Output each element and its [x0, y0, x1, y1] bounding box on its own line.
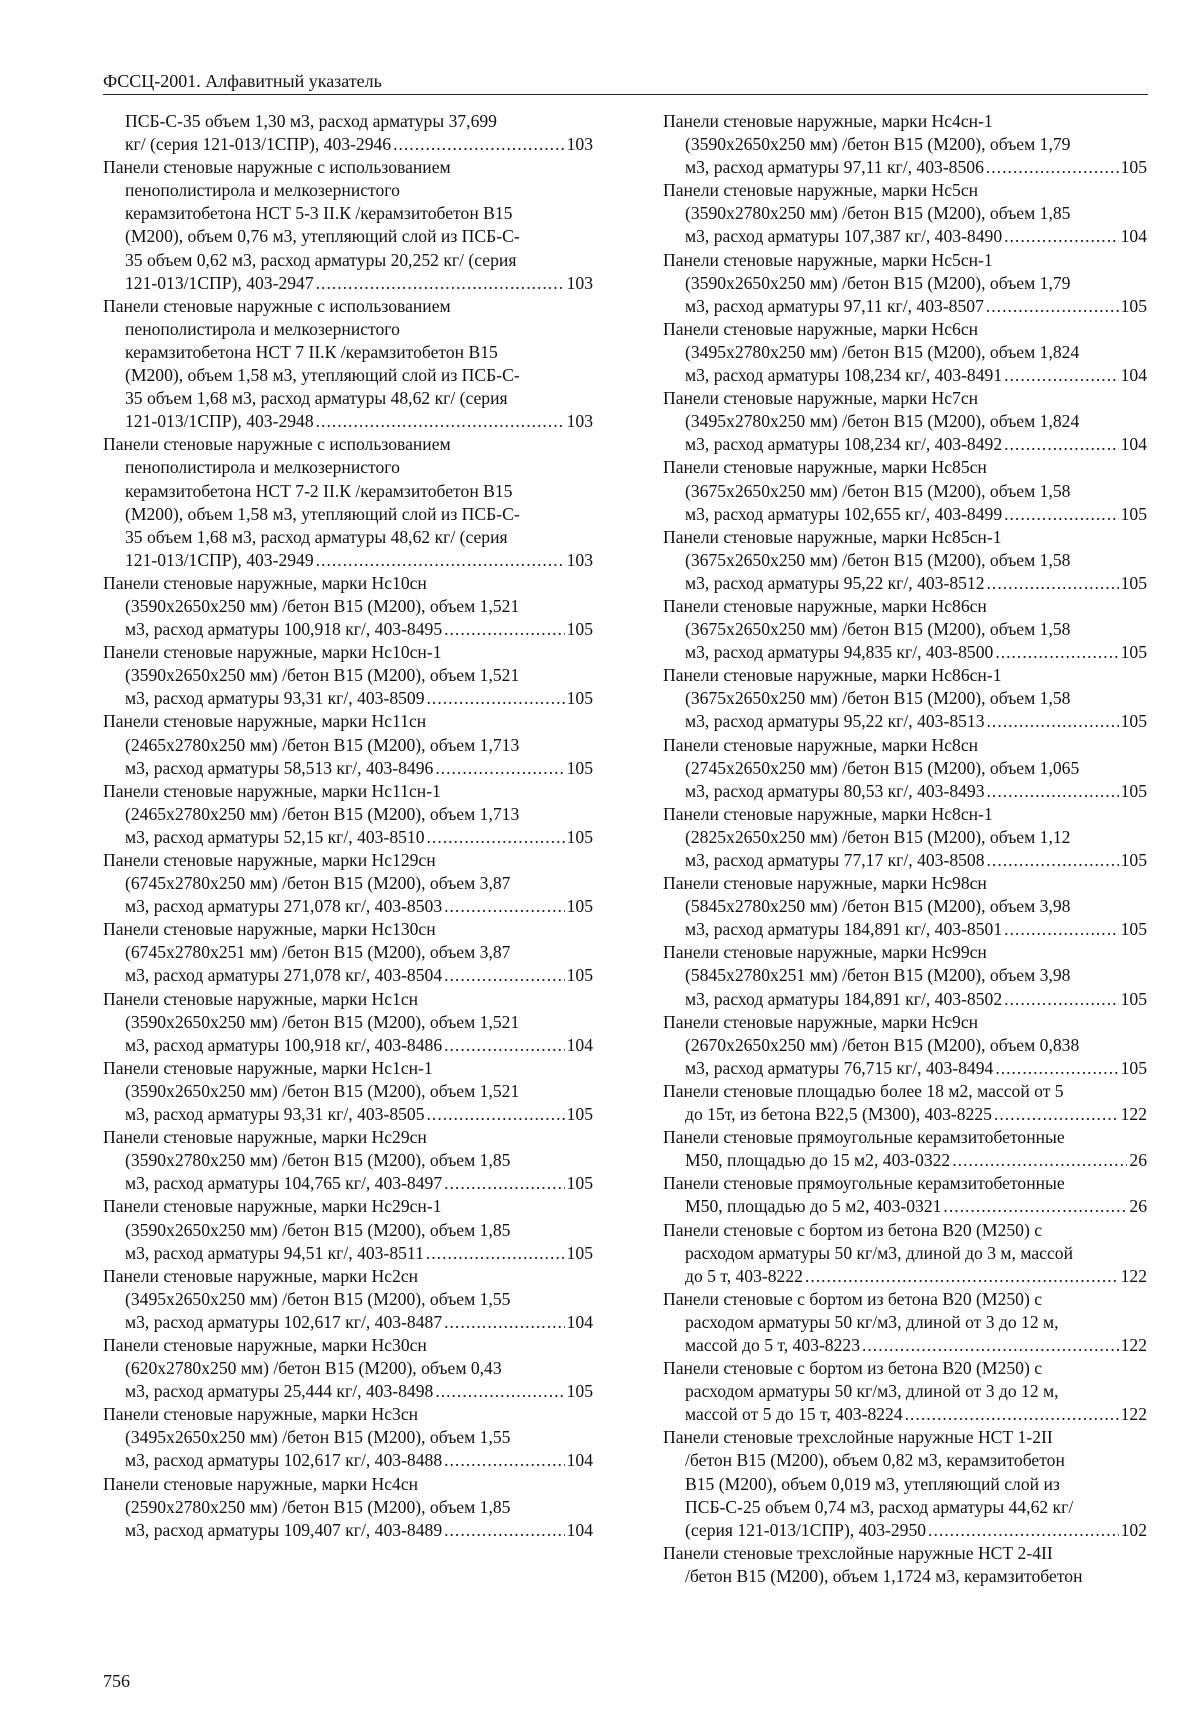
- entry-last-line: [103, 272, 593, 295]
- entry-text-line: керамзитобетона НСТ 7 II.К /керамзитобетон В15: [125, 341, 498, 362]
- entry-page-ref: 105: [1120, 988, 1147, 1009]
- dot-leader: [1004, 364, 1118, 387]
- entry-title-line: Панели стеновые наружные, марки Нс11сн: [103, 711, 427, 732]
- entry-text-line: 35 объем 1,68 м3, расход арматуры 48,62 кг/ (серия: [125, 388, 508, 409]
- entry-code: 121-013/1СПР), 403-2947: [125, 272, 314, 293]
- entry-last-line: [103, 895, 593, 918]
- entry-last-line: [663, 225, 1147, 248]
- entry-page-ref: 26: [1129, 1196, 1147, 1217]
- entry-code: м3, расход арматуры 102,617 кг/, 403-8488: [125, 1450, 443, 1471]
- index-entry: [103, 641, 593, 710]
- index-entry: [663, 1172, 1147, 1218]
- dot-leader: [444, 964, 564, 987]
- entry-text-line: керамзитобетона НСТ 5-3 II.К /керамзитобетон В15: [125, 203, 513, 224]
- entry-title-line: Панели стеновые наружные, марки Нс6сн: [663, 318, 979, 339]
- index-entry: [663, 526, 1147, 595]
- entry-last-line: [663, 988, 1147, 1011]
- entry-code: до 15т, из бетона В22,5 (М300), 403-8225: [685, 1104, 992, 1125]
- entry-code: м3, расход арматуры 108,234 кг/, 403-8491: [685, 365, 1003, 386]
- index-entry: [663, 387, 1147, 456]
- entry-code: м3, расход арматуры 58,513 кг/, 403-8496: [125, 757, 434, 778]
- entry-code: м3, расход арматуры 107,387 кг/, 403-8490: [685, 226, 1003, 247]
- entry-title-line: Панели стеновые наружные, марки Нс3сн: [103, 1404, 419, 1425]
- index-entry: [103, 780, 593, 849]
- entry-last-line: [103, 826, 593, 849]
- entry-last-line: [103, 618, 593, 641]
- entry-code: м3, расход арматуры 100,918 кг/, 403-8486: [125, 1034, 443, 1055]
- index-entry: [663, 249, 1147, 318]
- entry-page-ref: 105: [566, 896, 593, 917]
- entry-text-line: (3590х2780х250 мм) /бетон В15 (М200), объем 1,85: [685, 203, 1071, 224]
- entry-title-line: Панели стеновые прямоугольные керамзитобетонные: [663, 1173, 1065, 1194]
- entry-last-line: [663, 433, 1147, 456]
- index-entry: [103, 849, 593, 918]
- dot-leader: [995, 1057, 1118, 1080]
- index-entry: [103, 1057, 593, 1126]
- entry-page-ref: 105: [566, 757, 593, 778]
- index-entry: [103, 918, 593, 987]
- entry-text-line: (М200), объем 0,76 м3, утепляющий слой из ПСБ-С-: [125, 226, 520, 247]
- entry-title-line: Панели стеновые трехслойные наружные НСТ 1-2II: [663, 1427, 1053, 1448]
- index-entry: [103, 1265, 593, 1334]
- entry-code: м3, расход арматуры 93,31 кг/, 403-8505: [125, 1104, 425, 1125]
- entry-title-line: Панели стеновые наружные, марки Нс9сн: [663, 1011, 979, 1032]
- index-entry: [103, 1334, 593, 1403]
- entry-code: м3, расход арматуры 102,655 кг/, 403-8499: [685, 503, 1003, 524]
- entry-text-line: (3675х2650х250 мм) /бетон В15 (М200), объем 1,58: [685, 619, 1071, 640]
- entry-text-line: (3675х2650х250 мм) /бетон В15 (М200), объем 1,58: [685, 688, 1071, 709]
- entry-text-line: (3590х2650х250 мм) /бетон В15 (М200), объем 1,79: [685, 272, 1071, 293]
- dot-leader: [994, 1103, 1119, 1126]
- entry-code: м3, расход арматуры 109,407 кг/, 403-8489: [125, 1519, 443, 1540]
- entry-title-line: Панели стеновые наружные с использованием: [103, 157, 451, 178]
- entry-text-line: (3675х2650х250 мм) /бетон В15 (М200), объем 1,58: [685, 549, 1071, 570]
- entry-title-line: Панели стеновые наружные, марки Нс8сн: [663, 734, 979, 755]
- entry-code: до 5 т, 403-8222: [685, 1265, 803, 1286]
- entry-last-line: [663, 1057, 1147, 1080]
- dot-leader: [1004, 225, 1118, 248]
- entry-last-line: [103, 687, 593, 710]
- entry-title-line: Панели стеновые наружные, марки Нс2сн: [103, 1265, 419, 1286]
- dot-leader: [1004, 433, 1118, 456]
- entry-last-line: [663, 1149, 1147, 1172]
- entry-title-line: Панели стеновые наружные, марки Нс5сн-1: [663, 249, 993, 270]
- entry-title-line: Панели стеновые наружные, марки Нс85сн: [663, 457, 987, 478]
- entry-title-line: Панели стеновые наружные, марки Нс129сн: [103, 850, 436, 870]
- index-entry: [663, 1426, 1147, 1541]
- entry-last-line: [663, 295, 1147, 318]
- entry-title-line: Панели стеновые наружные, марки Нс10сн-1: [103, 642, 442, 663]
- page-footer: [103, 1670, 130, 1692]
- entry-page-ref: 105: [566, 1104, 593, 1125]
- entry-title-line: Панели стеновые наружные, марки Нс86сн-1: [663, 665, 1002, 686]
- entry-last-line: [663, 156, 1147, 179]
- dot-leader: [805, 1265, 1119, 1288]
- index-entry: [663, 1011, 1147, 1080]
- entry-page-ref: 104: [566, 1450, 593, 1471]
- entry-page-ref: 105: [566, 826, 593, 847]
- entry-text-line: пенополистирола и мелкозернистого: [125, 318, 400, 339]
- index-entry: [103, 433, 593, 572]
- dot-leader: [427, 687, 565, 710]
- entry-title-line: Панели стеновые наружные, марки Нс5сн: [663, 180, 979, 201]
- entry-text-line: (6745х2780х250 мм) /бетон В15 (М200), объем 3,87: [125, 873, 511, 894]
- entry-last-line: [663, 1519, 1147, 1542]
- entry-code: м3, расход арматуры 104,765 кг/, 403-8497: [125, 1173, 443, 1194]
- entry-page-ref: 105: [1120, 1057, 1147, 1078]
- entry-page-ref: 105: [1120, 919, 1147, 940]
- entry-text-line: (2465х2780х250 мм) /бетон В15 (М200), объем 1,713: [125, 734, 520, 755]
- entry-text-line: (М200), объем 1,58 м3, утепляющий слой из ПСБ-С-: [125, 503, 520, 524]
- index-column-right: [663, 110, 1147, 1588]
- entry-text-line: 35 объем 0,62 м3, расход арматуры 20,252 кг/ (серия: [125, 249, 517, 270]
- entry-last-line: [103, 549, 593, 572]
- dot-leader: [1004, 503, 1118, 526]
- entry-text-line: пенополистирола и мелкозернистого: [125, 180, 400, 201]
- entry-code: м3, расход арматуры 97,11 кг/, 403-8507: [685, 295, 984, 316]
- entry-text-line: 35 объем 1,68 м3, расход арматуры 48,62 кг/ (серия: [125, 526, 508, 547]
- entry-text-line: (3495х2780х250 мм) /бетон В15 (М200), объем 1,824: [685, 341, 1080, 362]
- entry-title-line: Панели стеновые наружные с использованием: [103, 295, 451, 316]
- index-entry: [103, 1403, 593, 1472]
- dot-leader: [427, 1103, 565, 1126]
- entry-text-line: /бетон В15 (М200), объем 1,1724 м3, керамзитобетон: [685, 1565, 1083, 1586]
- entry-last-line: [103, 1103, 593, 1126]
- entry-text-line: (3590х2650х250 мм) /бетон В15 (М200), объем 1,521: [125, 1080, 520, 1101]
- entry-text-line: расходом арматуры 50 кг/м3, длиной от 3 до 12 м,: [685, 1381, 1059, 1402]
- index-entry: [103, 110, 593, 156]
- entry-last-line: [103, 1519, 593, 1542]
- index-entry: [663, 941, 1147, 1010]
- index-entry: [663, 179, 1147, 248]
- index-entry: [663, 872, 1147, 941]
- entry-text-line: (3675х2650х250 мм) /бетон В15 (М200), объем 1,58: [685, 480, 1071, 501]
- entry-title-line: Панели стеновые наружные, марки Нс29сн: [103, 1127, 427, 1148]
- entry-code: М50, площадью до 5 м2, 403-0321: [685, 1196, 942, 1217]
- entry-code: м3, расход арматуры 184,891 кг/, 403-8501: [685, 919, 1003, 940]
- entry-last-line: [663, 572, 1147, 595]
- entry-text-line: (2825х2650х250 мм) /бетон В15 (М200), объем 1,12: [685, 826, 1071, 847]
- dot-leader: [444, 1172, 564, 1195]
- entry-code: массой до 5 т, 403-8223: [685, 1334, 860, 1355]
- entry-last-line: [663, 1403, 1147, 1426]
- entry-title-line: Панели стеновые площадью более 18 м2, массой от 5: [663, 1080, 1064, 1101]
- entry-text-line: (М200), объем 1,58 м3, утепляющий слой из ПСБ-С-: [125, 365, 520, 386]
- entry-title-line: Панели стеновые наружные, марки Нс86сн: [663, 595, 987, 616]
- entry-page-ref: 103: [566, 411, 593, 432]
- dot-leader: [905, 1403, 1119, 1426]
- dot-leader: [316, 549, 565, 572]
- entry-last-line: [103, 1034, 593, 1057]
- index-entry: [103, 1126, 593, 1195]
- entry-page-ref: 104: [1120, 226, 1147, 247]
- entry-text-line: расходом арматуры 50 кг/м3, длиной до 3 м, массой: [685, 1242, 1073, 1263]
- entry-code: м3, расход арматуры 93,31 кг/, 403-8509: [125, 688, 425, 709]
- entry-title-line: Панели стеновые прямоугольные керамзитобетонные: [663, 1127, 1065, 1148]
- dot-leader: [987, 780, 1119, 803]
- entry-title-line: Панели стеновые наружные с использованием: [103, 434, 451, 455]
- entry-last-line: [663, 918, 1147, 941]
- entry-page-ref: 105: [1120, 780, 1147, 801]
- entry-page-ref: 122: [1120, 1334, 1147, 1355]
- entry-last-line: [103, 1172, 593, 1195]
- entry-title-line: Панели стеновые наружные, марки Нс1сн: [103, 988, 419, 1009]
- entry-text-line: (5845х2780х251 мм) /бетон В15 (М200), объем 3,98: [685, 965, 1071, 986]
- entry-last-line: [663, 641, 1147, 664]
- entry-page-ref: 105: [1120, 850, 1147, 870]
- index-entry: [103, 988, 593, 1057]
- entry-text-line: (2670х2650х250 мм) /бетон В15 (М200), объем 0,838: [685, 1034, 1080, 1055]
- entry-text-line: (3590х2650х250 мм) /бетон В15 (М200), объем 1,521: [125, 595, 520, 616]
- dot-leader: [444, 895, 564, 918]
- entry-text-line: /бетон В15 (М200), объем 0,82 м3, керамзитобетон: [685, 1450, 1065, 1471]
- entry-title-line: Панели стеновые наружные, марки Нс29сн-1: [103, 1196, 442, 1217]
- index-entry: [663, 1357, 1147, 1426]
- entry-last-line: [663, 503, 1147, 526]
- dot-leader: [427, 826, 565, 849]
- index-entry: [663, 110, 1147, 179]
- dot-leader: [444, 618, 564, 641]
- entry-last-line: [663, 1265, 1147, 1288]
- entry-code: м3, расход арматуры 95,22 кг/, 403-8513: [685, 711, 985, 732]
- entry-page-ref: 105: [566, 1242, 593, 1263]
- entry-last-line: [663, 1103, 1147, 1126]
- entry-text-line: (3590х2780х250 мм) /бетон В15 (М200), объем 1,85: [125, 1150, 511, 1171]
- dot-leader: [444, 1034, 564, 1057]
- entry-last-line: [663, 364, 1147, 387]
- entry-code: м3, расход арматуры 97,11 кг/, 403-8506: [685, 157, 984, 178]
- entry-code: м3, расход арматуры 94,51 кг/, 403-8511: [125, 1242, 424, 1263]
- page-number: 756: [103, 1671, 130, 1691]
- entry-title-line: Панели стеновые наружные, марки Нс10сн: [103, 572, 427, 593]
- entry-code: м3, расход арматуры 52,15 кг/, 403-8510: [125, 826, 425, 847]
- entry-text-line: (2465х2780х250 мм) /бетон В15 (М200), объем 1,713: [125, 803, 520, 824]
- entry-text-line: (3590х2650х250 мм) /бетон В15 (М200), объем 1,521: [125, 665, 520, 686]
- entry-title-line: Панели стеновые трехслойные наружные НСТ 2-4II: [663, 1542, 1053, 1563]
- entry-text-line: (6745х2780х251 мм) /бетон В15 (М200), объем 3,87: [125, 942, 511, 963]
- entry-page-ref: 104: [566, 1311, 593, 1332]
- entry-page-ref: 122: [1120, 1265, 1147, 1286]
- index-entry: [663, 456, 1147, 525]
- entry-last-line: [103, 964, 593, 987]
- entry-title-line: Панели стеновые наружные, марки Нс11сн-1: [103, 780, 441, 801]
- index-entry: [663, 1080, 1147, 1126]
- index-entry: [663, 803, 1147, 872]
- entry-code: 121-013/1СПР), 403-2948: [125, 411, 314, 432]
- entry-page-ref: 105: [1120, 295, 1147, 316]
- index-entry: [103, 295, 593, 434]
- entry-code: м3, расход арматуры 25,444 кг/, 403-8498: [125, 1381, 434, 1402]
- entry-text-line: (2745х2650х250 мм) /бетон В15 (М200), объем 1,065: [685, 757, 1080, 778]
- index-entry: [103, 1195, 593, 1264]
- page-header: [103, 70, 1148, 95]
- dot-leader: [393, 133, 565, 156]
- index-entry: [663, 734, 1147, 803]
- entry-last-line: [103, 410, 593, 433]
- entry-title-line: Панели стеновые с бортом из бетона В20 (М250) с: [663, 1219, 1043, 1240]
- entry-page-ref: 103: [566, 549, 593, 570]
- entry-text-line: (5845х2780х250 мм) /бетон В15 (М200), объем 3,98: [685, 896, 1071, 917]
- index-entry: [663, 1542, 1147, 1588]
- dot-leader: [986, 295, 1119, 318]
- entry-title-line: Панели стеновые наружные, марки Нс4сн-1: [663, 111, 993, 131]
- entry-code: м3, расход арматуры 271,078 кг/, 403-8503: [125, 896, 443, 917]
- index-entry: [663, 318, 1147, 387]
- entry-page-ref: 105: [566, 1381, 593, 1402]
- entry-last-line: [103, 133, 593, 156]
- entry-last-line: [103, 1380, 593, 1403]
- entry-page-ref: 102: [1120, 1519, 1147, 1540]
- entry-title-line: Панели стеновые наружные, марки Нс8сн-1: [663, 803, 993, 824]
- entry-title-line: Панели стеновые с бортом из бетона В20 (М250) с: [663, 1358, 1043, 1379]
- dot-leader: [987, 849, 1119, 872]
- dot-leader: [987, 710, 1119, 733]
- dot-leader: [862, 1334, 1119, 1357]
- dot-leader: [943, 1195, 1127, 1218]
- entry-last-line: [663, 1334, 1147, 1357]
- dot-leader: [1004, 918, 1118, 941]
- entry-code: М50, площадью до 15 м2, 403-0322: [685, 1150, 951, 1171]
- entry-text-line: (3495х2650х250 мм) /бетон В15 (М200), объем 1,55: [125, 1288, 511, 1309]
- entry-text-line: пенополистирола и мелкозернистого: [125, 457, 400, 478]
- entry-page-ref: 103: [566, 272, 593, 293]
- entry-title-line: Панели стеновые наружные, марки Нс99сн: [663, 942, 987, 963]
- entry-text-line: ПСБ-С-25 объем 0,74 м3, расход арматуры 44,62 кг/: [685, 1496, 1074, 1517]
- entry-code: м3, расход арматуры 80,53 кг/, 403-8493: [685, 780, 985, 801]
- entry-last-line: [103, 1311, 593, 1334]
- entry-page-ref: 105: [1120, 503, 1147, 524]
- entry-title-line: Панели стеновые наружные, марки Нс30сн: [103, 1334, 427, 1355]
- index-entry: [103, 572, 593, 641]
- dot-leader: [928, 1519, 1119, 1542]
- entry-code: кг/ (серия 121-013/1СПР), 403-2946: [125, 134, 392, 155]
- index-entry: [663, 1288, 1147, 1357]
- entry-code: м3, расход арматуры 102,617 кг/, 403-8487: [125, 1311, 443, 1332]
- entry-title-line: Панели стеновые наружные, марки Нс130сн: [103, 919, 436, 940]
- entry-page-ref: 104: [1120, 434, 1147, 455]
- header-title: ФССЦ-2001. Алфавитный указатель: [103, 71, 382, 91]
- entry-last-line: [663, 710, 1147, 733]
- index-entry: [663, 1219, 1147, 1288]
- entry-code: массой от 5 до 15 т, 403-8224: [685, 1404, 903, 1425]
- index-entry: [103, 156, 593, 295]
- entry-page-ref: 105: [566, 688, 593, 709]
- entry-last-line: [103, 757, 593, 780]
- entry-text-line: (3495х2650х250 мм) /бетон В15 (М200), объем 1,55: [125, 1427, 511, 1448]
- entry-code: м3, расход арматуры 184,891 кг/, 403-8502: [685, 988, 1003, 1009]
- index-entry: [663, 664, 1147, 733]
- entry-text-line: керамзитобетона НСТ 7-2 II.К /керамзитобетон В15: [125, 480, 513, 501]
- dot-leader: [444, 1311, 564, 1334]
- entry-page-ref: 104: [566, 1034, 593, 1055]
- entry-title-line: Панели стеновые с бортом из бетона В20 (М250) с: [663, 1288, 1043, 1309]
- entry-text-line: расходом арматуры 50 кг/м3, длиной от 3 до 12 м,: [685, 1311, 1059, 1332]
- entry-code: м3, расход арматуры 95,22 кг/, 403-8512: [685, 572, 985, 593]
- entry-title-line: ПСБ-С-35 объем 1,30 м3, расход арматуры 37,699: [125, 111, 497, 131]
- entry-text-line: (3590х2650х250 мм) /бетон В15 (М200), объем 1,79: [685, 134, 1071, 155]
- entry-text-line: (620х2780х250 мм) /бетон В15 (М200), объем 0,43: [125, 1358, 502, 1379]
- entry-page-ref: 105: [566, 965, 593, 986]
- entry-code: м3, расход арматуры 108,234 кг/, 403-8492: [685, 434, 1003, 455]
- entry-page-ref: 105: [1120, 157, 1147, 178]
- entry-code: м3, расход арматуры 271,078 кг/, 403-8504: [125, 965, 443, 986]
- entry-title-line: Панели стеновые наружные, марки Нс4сн: [103, 1473, 419, 1494]
- entry-page-ref: 122: [1120, 1104, 1147, 1125]
- entry-code: 121-013/1СПР), 403-2949: [125, 549, 314, 570]
- entry-last-line: [663, 780, 1147, 803]
- entry-last-line: [663, 1195, 1147, 1218]
- entry-page-ref: 105: [566, 619, 593, 640]
- entry-text-line: В15 (М200), объем 0,019 м3, утепляющий слой из: [685, 1473, 1060, 1494]
- index-entry: [103, 710, 593, 779]
- dot-leader: [435, 757, 564, 780]
- index-entry: [663, 1126, 1147, 1172]
- entry-page-ref: 104: [1120, 365, 1147, 386]
- dot-leader: [435, 1380, 564, 1403]
- entry-last-line: [103, 1449, 593, 1472]
- dot-leader: [316, 272, 565, 295]
- entry-text-line: (3495х2780х250 мм) /бетон В15 (М200), объем 1,824: [685, 411, 1080, 432]
- dot-leader: [444, 1519, 564, 1542]
- dot-leader: [995, 641, 1118, 664]
- entry-page-ref: 104: [566, 1519, 593, 1540]
- entry-code: м3, расход арматуры 94,835 кг/, 403-8500: [685, 642, 994, 663]
- entry-page-ref: 26: [1129, 1150, 1147, 1171]
- index-entry: [103, 1473, 593, 1542]
- entry-code: м3, расход арматуры 77,17 кг/, 403-8508: [685, 850, 985, 870]
- entry-title-line: Панели стеновые наружные, марки Нс98сн: [663, 873, 987, 894]
- entry-title-line: Панели стеновые наружные, марки Нс7сн: [663, 388, 979, 409]
- entry-code: м3, расход арматуры 76,715 кг/, 403-8494: [685, 1057, 994, 1078]
- entry-code: (серия 121-013/1СПР), 403-2950: [685, 1519, 927, 1540]
- index-column-left: [103, 110, 593, 1542]
- entry-title-line: Панели стеновые наружные, марки Нс85сн-1: [663, 526, 1002, 547]
- entry-text-line: (2590х2780х250 мм) /бетон В15 (М200), объем 1,85: [125, 1496, 511, 1517]
- dot-leader: [444, 1449, 564, 1472]
- dot-leader: [952, 1149, 1127, 1172]
- entry-title-line: Панели стеновые наружные, марки Нс1сн-1: [103, 1057, 433, 1078]
- dot-leader: [316, 410, 565, 433]
- entry-page-ref: 105: [1120, 711, 1147, 732]
- entry-page-ref: 103: [566, 134, 593, 155]
- entry-text-line: (3590х2650х250 мм) /бетон В15 (М200), объем 1,521: [125, 1011, 520, 1032]
- entry-page-ref: 105: [1120, 642, 1147, 663]
- dot-leader: [1004, 988, 1118, 1011]
- dot-leader: [987, 572, 1119, 595]
- entry-page-ref: 105: [1120, 572, 1147, 593]
- entry-page-ref: 122: [1120, 1404, 1147, 1425]
- dot-leader: [986, 156, 1119, 179]
- entry-code: м3, расход арматуры 100,918 кг/, 403-8495: [125, 619, 443, 640]
- index-entry: [663, 595, 1147, 664]
- entry-page-ref: 105: [566, 1173, 593, 1194]
- entry-text-line: (3590х2650х250 мм) /бетон В15 (М200), объем 1,85: [125, 1219, 511, 1240]
- entry-last-line: [663, 849, 1147, 872]
- entry-last-line: [103, 1242, 593, 1265]
- dot-leader: [426, 1242, 565, 1265]
